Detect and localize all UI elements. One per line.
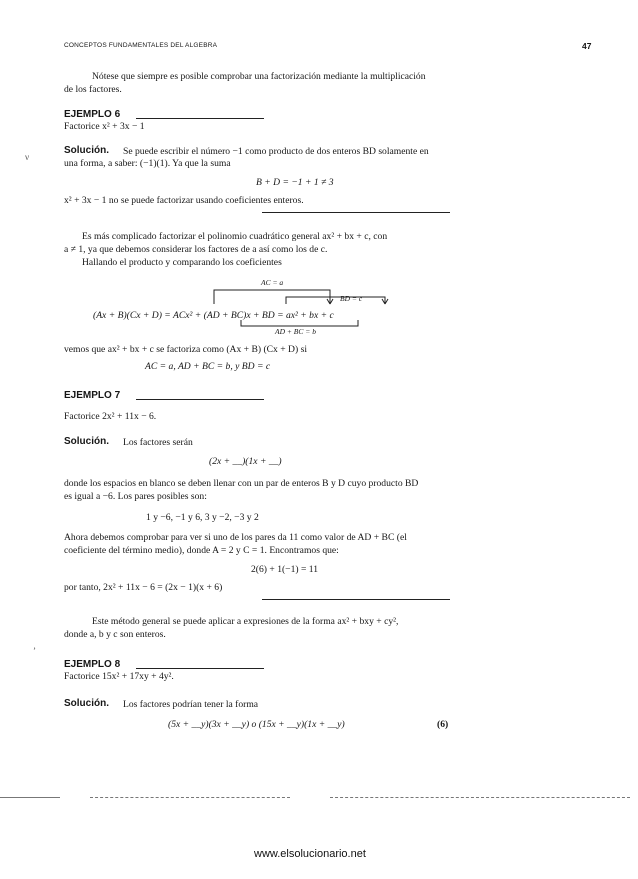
ejemplo-8-prompt: Factorice 15x² + 17xy + 4y². [64, 671, 174, 682]
ejemplo-6-prompt: Factorice x² + 3x − 1 [64, 121, 145, 132]
ejemplo-7-sol-line-1: Los factores serán [123, 437, 193, 448]
ejemplo-6-sum-equation: B + D = −1 + 1 ≠ 3 [256, 177, 334, 188]
ejemplo-6-conclusion: x² + 3x − 1 no se puede factorizar usando coeficientes enteros. [64, 195, 304, 206]
ad-bc-label: AD + BC = b [275, 327, 316, 336]
conditions-line: AC = a, AD + BC = b, y BD = c [145, 361, 271, 372]
ejemplo-7-result: por tanto, 2x² + 11x − 6 = (2x − 1)(x + 6) [64, 582, 223, 593]
ejemplo-8-title: EJEMPLO 8 [64, 659, 121, 670]
scan-mark: ʼ [33, 646, 36, 656]
ejemplo-7-factor-form: (2x + __)(1x + __) [209, 456, 282, 467]
bd-label: BD = c [340, 294, 363, 303]
ejemplo-6-solucion-label: Solución. [64, 145, 109, 156]
general-line-2: a ≠ 1, ya que debemos considerar los factores de a así como los de c. [64, 244, 328, 255]
equation-number: (6) [437, 719, 449, 730]
ac-label: AC = a [261, 278, 284, 287]
general2-line-2: donde a, b y c son enteros. [64, 629, 166, 640]
scan-edge-line [330, 797, 630, 798]
ejemplo-6-end-rule [262, 212, 450, 213]
ejemplo-8-underline [136, 668, 264, 669]
ejemplo-6-sol-line-2: una forma, a saber: (−1)(1). Ya que la suma [64, 158, 231, 169]
ejemplo-8-factor-forms: (5x + __y)(3x + __y) o (15x + __y)(1x + __y) [168, 719, 345, 730]
intro-line-1: Nótese que siempre es posible comprobar una factorización mediante la multiplicación [92, 71, 426, 82]
ejemplo-7-line-b: es igual a −6. Los pares posibles son: [64, 491, 207, 502]
vemos-line: vemos que ax² + bx + c se factoriza como (Ax + B) (Cx + D) si [64, 344, 307, 355]
ejemplo-7-title: EJEMPLO 7 [64, 390, 121, 401]
product-equation: (Ax + B)(Cx + D) = ACx² + (AD + BC)x + BD = ax² + bx + c [93, 310, 334, 321]
ejemplo-7-underline [136, 399, 264, 400]
ejemplo-7-line-d: coeficiente del término medio), donde A = 2 y C = 1. Encontramos que: [64, 545, 339, 556]
ejemplo-8-solucion-label: Solución. [64, 698, 109, 709]
ejemplo-7-end-rule [262, 599, 450, 600]
ejemplo-7-line-a: donde los espacios en blanco se deben llenar con un par de enteros B y D cuyo producto BD [64, 478, 419, 489]
ejemplo-6-sol-line-1: Se puede escribir el número −1 como producto de dos enteros BD solamente en [123, 146, 429, 157]
ejemplo-7-line-c: Ahora debemos comprobar para ver si uno de los pares da 11 como valor de AD + BC (el [64, 532, 407, 543]
general2-line-1: Este método general se puede aplicar a expresiones de la forma ax² + bxy + cy², [92, 616, 399, 627]
ejemplo-6-title: EJEMPLO 6 [64, 109, 121, 120]
chapter-title: CONCEPTOS FUNDAMENTALES DEL ALGEBRA [64, 42, 218, 49]
ejemplo-8-sol-line-1: Los factores podrían tener la forma [123, 699, 259, 710]
intro-line-2: de los factores. [64, 84, 122, 95]
general-line-1: Es más complicado factorizar el polinomio cuadrático general ax² + bx + c, con [82, 231, 388, 242]
ejemplo-7-prompt: Factorice 2x² + 11x − 6. [64, 411, 157, 422]
ejemplo-7-check-equation: 2(6) + 1(−1) = 11 [251, 564, 319, 575]
scan-edge-line [90, 797, 290, 798]
page-number: 47 [582, 41, 592, 51]
ejemplo-7-solucion-label: Solución. [64, 436, 109, 447]
ejemplo-6-underline [136, 118, 264, 119]
footer-link[interactable]: www.elsolucionario.net [254, 848, 366, 860]
ejemplo-7-pairs: 1 y −6, −1 y 6, 3 y −2, −3 y 2 [146, 512, 259, 523]
scan-edge-line [0, 797, 60, 798]
general-line-3: Hallando el producto y comparando los coeficientes [82, 257, 282, 268]
scan-mark: ν [25, 152, 30, 162]
